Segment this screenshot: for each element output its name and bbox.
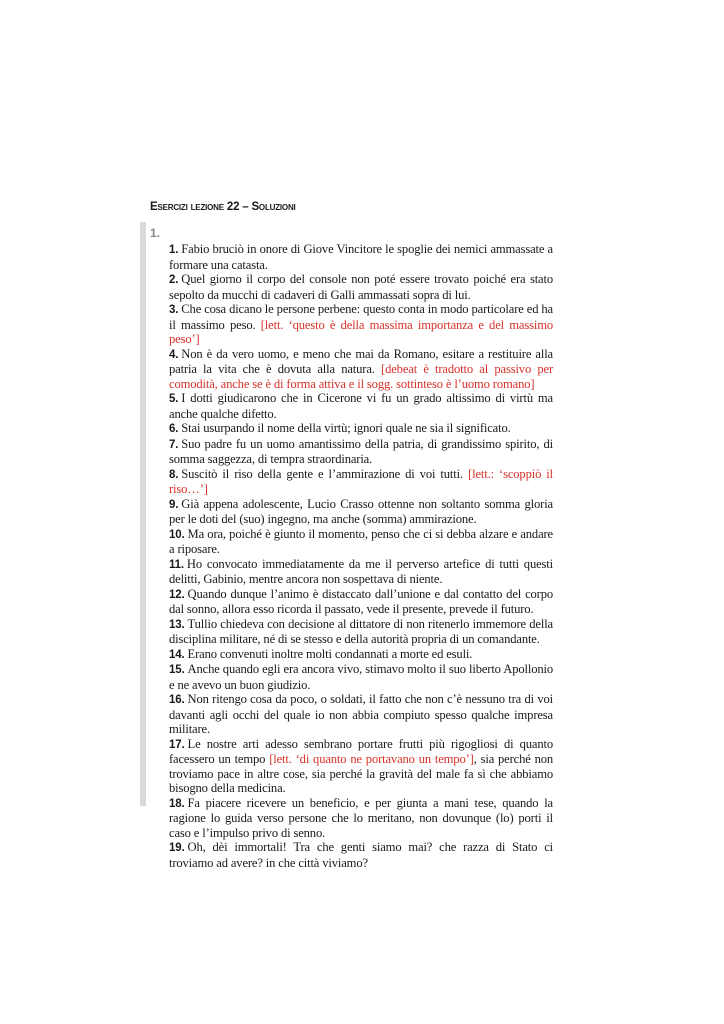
translation-note: [lett.: ‘scoppiò il riso…’] [169,466,554,496]
list-item: 11. Ho convocato immediatamente da me il perverso artefice di tutti questi delitti, Gabinio, mentre ancora non sospettava di niente. [169,556,553,586]
list-item: 3. Che cosa dicano le persone perbene: questo conta in modo particolare ed ha il massimo peso. [lett. ‘questo è della massima importanza e del massimo peso’] [169,302,553,346]
list-item: 4. Non è da vero uomo, e meno che mai da Romano, esitare a restituire alla patria la vita che è dovuta alla natura. [debeat è tradotto al passivo per comodità, anche se è di forma attiva e il sogg. sottinteso è l’uomo romano] [169,346,553,391]
translation-note: [debeat è tradotto al passivo per comodità, anche se è di forma attiva e il sogg. sottinteso è l’uomo romano] [169,362,553,391]
list-item: 16. Non ritengo cosa da poco, o soldati, il fatto che non c’è nessuno tra di voi davanti agli occhi del quale io non abbia compiuto spesso qualche impresa militare. [169,692,553,736]
list-item: 2. Quel giorno il corpo del console non poté essere trovato poiché era stato sepolto da mucchi di cadaveri di Galli ammassati sopra di lui. [169,272,553,302]
translation-note: [lett. ‘di quanto ne portavano un tempo’] [269,752,474,766]
list-item: 5. I dotti giudicarono che in Cicerone vi fu un grado altissimo di virtù ma anche qualche difetto. [169,391,553,421]
list-item: 17. Le nostre arti adesso sembrano portare frutti più rigogliosi di quanto facessero un tempo [lett. ‘di quanto ne portavano un tempo’], sia perché non troviamo pace in altre cose, sia perché la gravità del male fa sì che abbiamo bisogno della medicina. [169,736,554,795]
list-item: 6. Stai usurpando il nome della virtù; ignori quale ne sia il significato. [169,421,511,435]
list-item: 7. Suo padre fu un uomo amantissimo della patria, di grandissimo spirito, di somma saggezza, di tempra straordinaria. [169,436,553,466]
list-item: 14. Erano convenuti inoltre molti condannati a morte ed esuli. [169,646,473,661]
list-item: 1. Fabio bruciò in onore di Giove Vincitore le spoglie dei nemici ammassate a formare una catasta. [169,242,553,272]
list-item: 12. Quando dunque l’animo è distaccato dall’unione e dal contatto del corpo dal sonno, allora esso ricorda il passato, vede il presente, prevede il futuro. [169,586,553,616]
list-item: 8. Suscitò il riso della gente e l’ammirazione di voi tutti. [lett.: ‘scoppiò il riso…’] [169,466,554,496]
side-bar [140,222,146,806]
list-item: 10. Ma ora, poiché è giunto il momento, penso che ci si debba alzare e andare a riposare. [169,526,553,556]
section-number: 1. [150,226,161,240]
list-item: 19. Oh, dèi immortali! Tra che genti siamo mai? che razza di Stato ci troviamo ad avere? in che città viviamo? [169,840,553,870]
solutions-list [169,242,553,870]
list-item: 9. Già appena adolescente, Lucio Crasso ottenne non soltanto somma gloria per le doti del (suo) ingegno, ma anche (somma) ammirazione. [169,496,553,526]
list-item: 15. Anche quando egli era ancora vivo, stimavo molto il suo liberto Apollonio e ne avevo un buon giudizio. [169,662,553,692]
page-title: Esercizi lezione 22 – Soluzioni [150,201,296,213]
list-item: 13. Tullio chiedeva con decisione al dittatore di non ritenerlo immemore della disciplina militare, né di se stesso e della autorità propria di un comandante. [169,616,553,646]
list-item: 18. Fa piacere ricevere un beneficio, e per giunta a mani tese, quando la ragione lo guida verso persone che lo meritano, non dovunque (lo) porti il caso e l’impulso privo di senno. [169,795,553,840]
translation-note: [lett. ‘questo è della massima importanza e del massimo peso’] [169,317,553,346]
